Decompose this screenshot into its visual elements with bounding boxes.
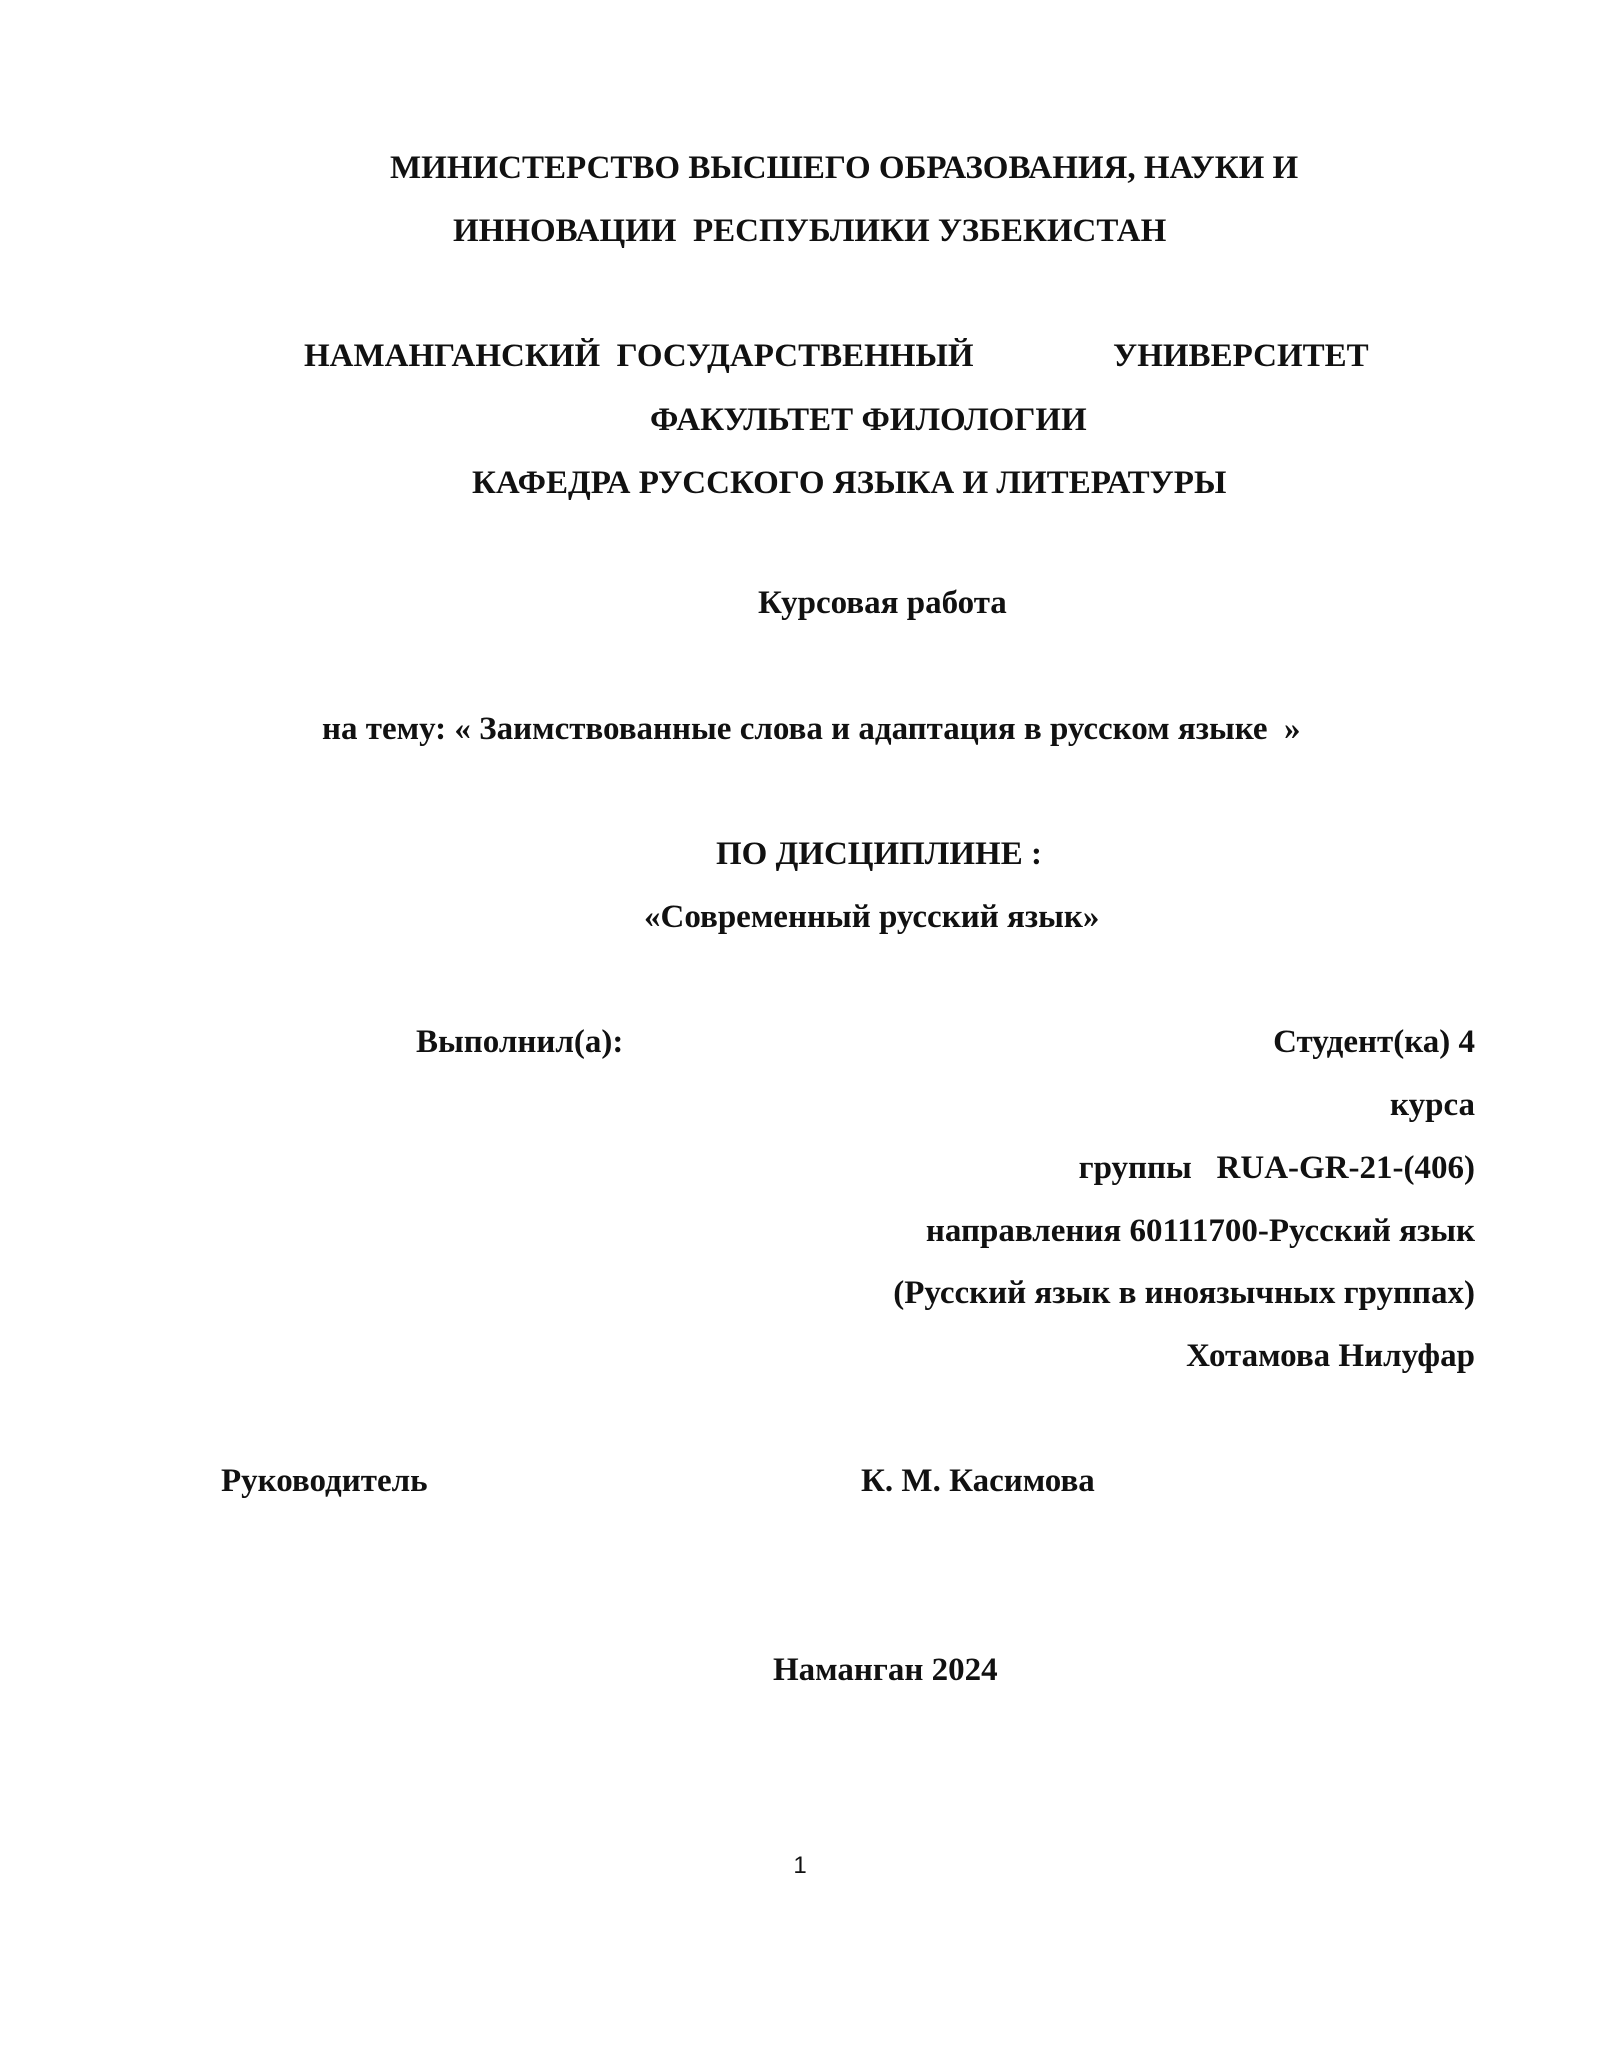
discipline-name: «Современный русский язык» bbox=[644, 899, 1100, 935]
course-line: курса bbox=[1390, 1087, 1475, 1123]
page-number: 1 bbox=[793, 1852, 807, 1879]
supervisor-name: К. М. Касимова bbox=[861, 1463, 1095, 1499]
ministry-line-1: МИНИСТЕРСТВО ВЫСШЕГО ОБРАЗОВАНИЯ, НАУКИ И bbox=[390, 150, 1299, 186]
faculty-name: ФАКУЛЬТЕТ ФИЛОЛОГИИ bbox=[650, 402, 1087, 438]
university-name-left: НАМАНГАНСКИЙ ГОСУДАРСТВЕННЫЙ bbox=[304, 338, 974, 374]
supervisor-label: Руководитель bbox=[221, 1463, 428, 1499]
ministry-line-2: ИННОВАЦИИ РЕСПУБЛИКИ УЗБЕКИСТАН bbox=[453, 213, 1167, 249]
specialization-line: (Русский язык в иноязычных группах) bbox=[893, 1275, 1475, 1311]
direction-line: направления 60111700-Русский язык bbox=[925, 1213, 1475, 1249]
group-line: группы RUA-GR-21-(406) bbox=[1078, 1150, 1475, 1186]
work-type: Курсовая работа bbox=[758, 585, 1007, 621]
discipline-label: ПО ДИСЦИПЛИНЕ : bbox=[716, 836, 1042, 872]
university-name-right: УНИВЕРСИТЕТ bbox=[1113, 338, 1369, 374]
author-label: Выполнил(а): bbox=[416, 1024, 624, 1060]
author-name: Хотамова Нилуфар bbox=[1186, 1338, 1475, 1374]
student-line: Студент(ка) 4 bbox=[1273, 1024, 1475, 1060]
work-topic: на тему: « Заимствованные слова и адаптация в русском языке » bbox=[322, 711, 1301, 747]
city-year: Наманган 2024 bbox=[773, 1652, 998, 1688]
department-name: КАФЕДРА РУССКОГО ЯЗЫКА И ЛИТЕРАТУРЫ bbox=[472, 465, 1227, 501]
